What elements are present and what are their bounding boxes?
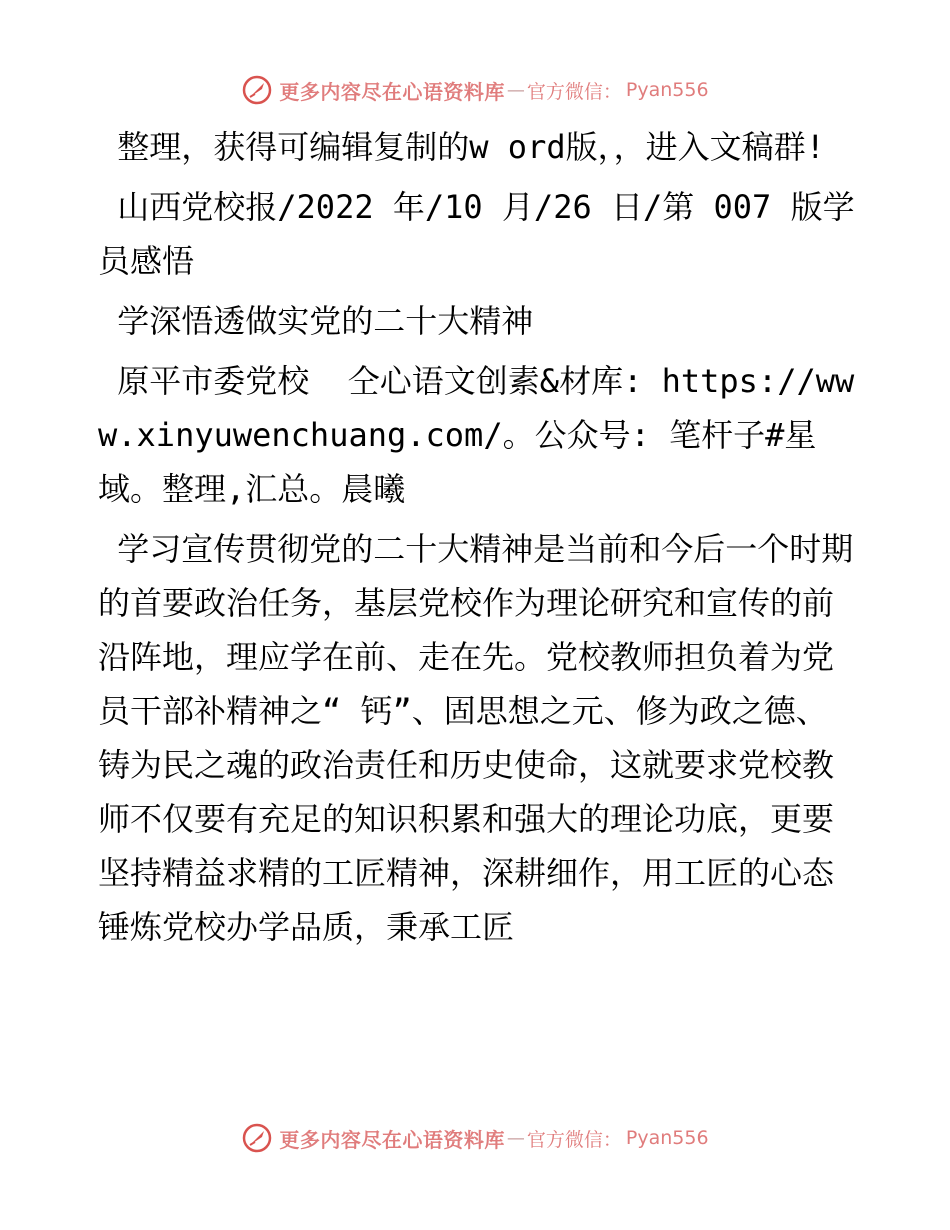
article-title: 学深悟透做实党的二十大精神	[98, 302, 534, 340]
paragraph-source: 山西党校报/2022 年/10 月/26 日/第 007 版学员感悟	[98, 188, 855, 280]
watermark-brand: 更多内容尽在心语资料库	[279, 79, 505, 104]
watermark-dash: —	[506, 79, 525, 101]
quill-logo-icon	[241, 1122, 273, 1154]
document-body	[98, 120, 858, 960]
footer-watermark	[0, 1118, 950, 1158]
watermark-tail: 官方微信：	[526, 80, 622, 103]
watermark-dash: —	[506, 1127, 525, 1149]
paragraph-author: 原平市委党校 仝心语文创素&材库: https://www.xinyuwenchuang.com/。公众号: 笔杆子#星域。整理,汇总。晨曦	[98, 362, 855, 508]
watermark-wechat-id: Pyan556	[625, 1127, 709, 1149]
watermark-wechat-id: Pyan556	[625, 79, 709, 101]
paragraph-body: 学习宣传贯彻党的二十大精神是当前和今后一个时期的首要政治任务，基层党校作为理论研究和宣传的前沿阵地，理应学在前、走在先。党校教师担负着为党员干部补精神之“ 钙”、固思想之元、修为政之德、铸为民之魂的政治责任和历史使命，这就要求党校教师不仅要有充足的知识积累和强大的理论功底，更要坚持精益求精的工匠精神，深耕细作，用工匠的心态锤炼党校办学品质，秉承工匠	[98, 530, 854, 946]
paragraph-intro: 整理，获得可编辑复制的w ord版，，进入文稿群!	[98, 128, 825, 166]
watermark-tail: 官方微信：	[526, 1128, 622, 1151]
quill-logo-icon	[241, 74, 273, 106]
watermark-brand: 更多内容尽在心语资料库	[279, 1127, 505, 1152]
header-watermark	[0, 70, 950, 110]
